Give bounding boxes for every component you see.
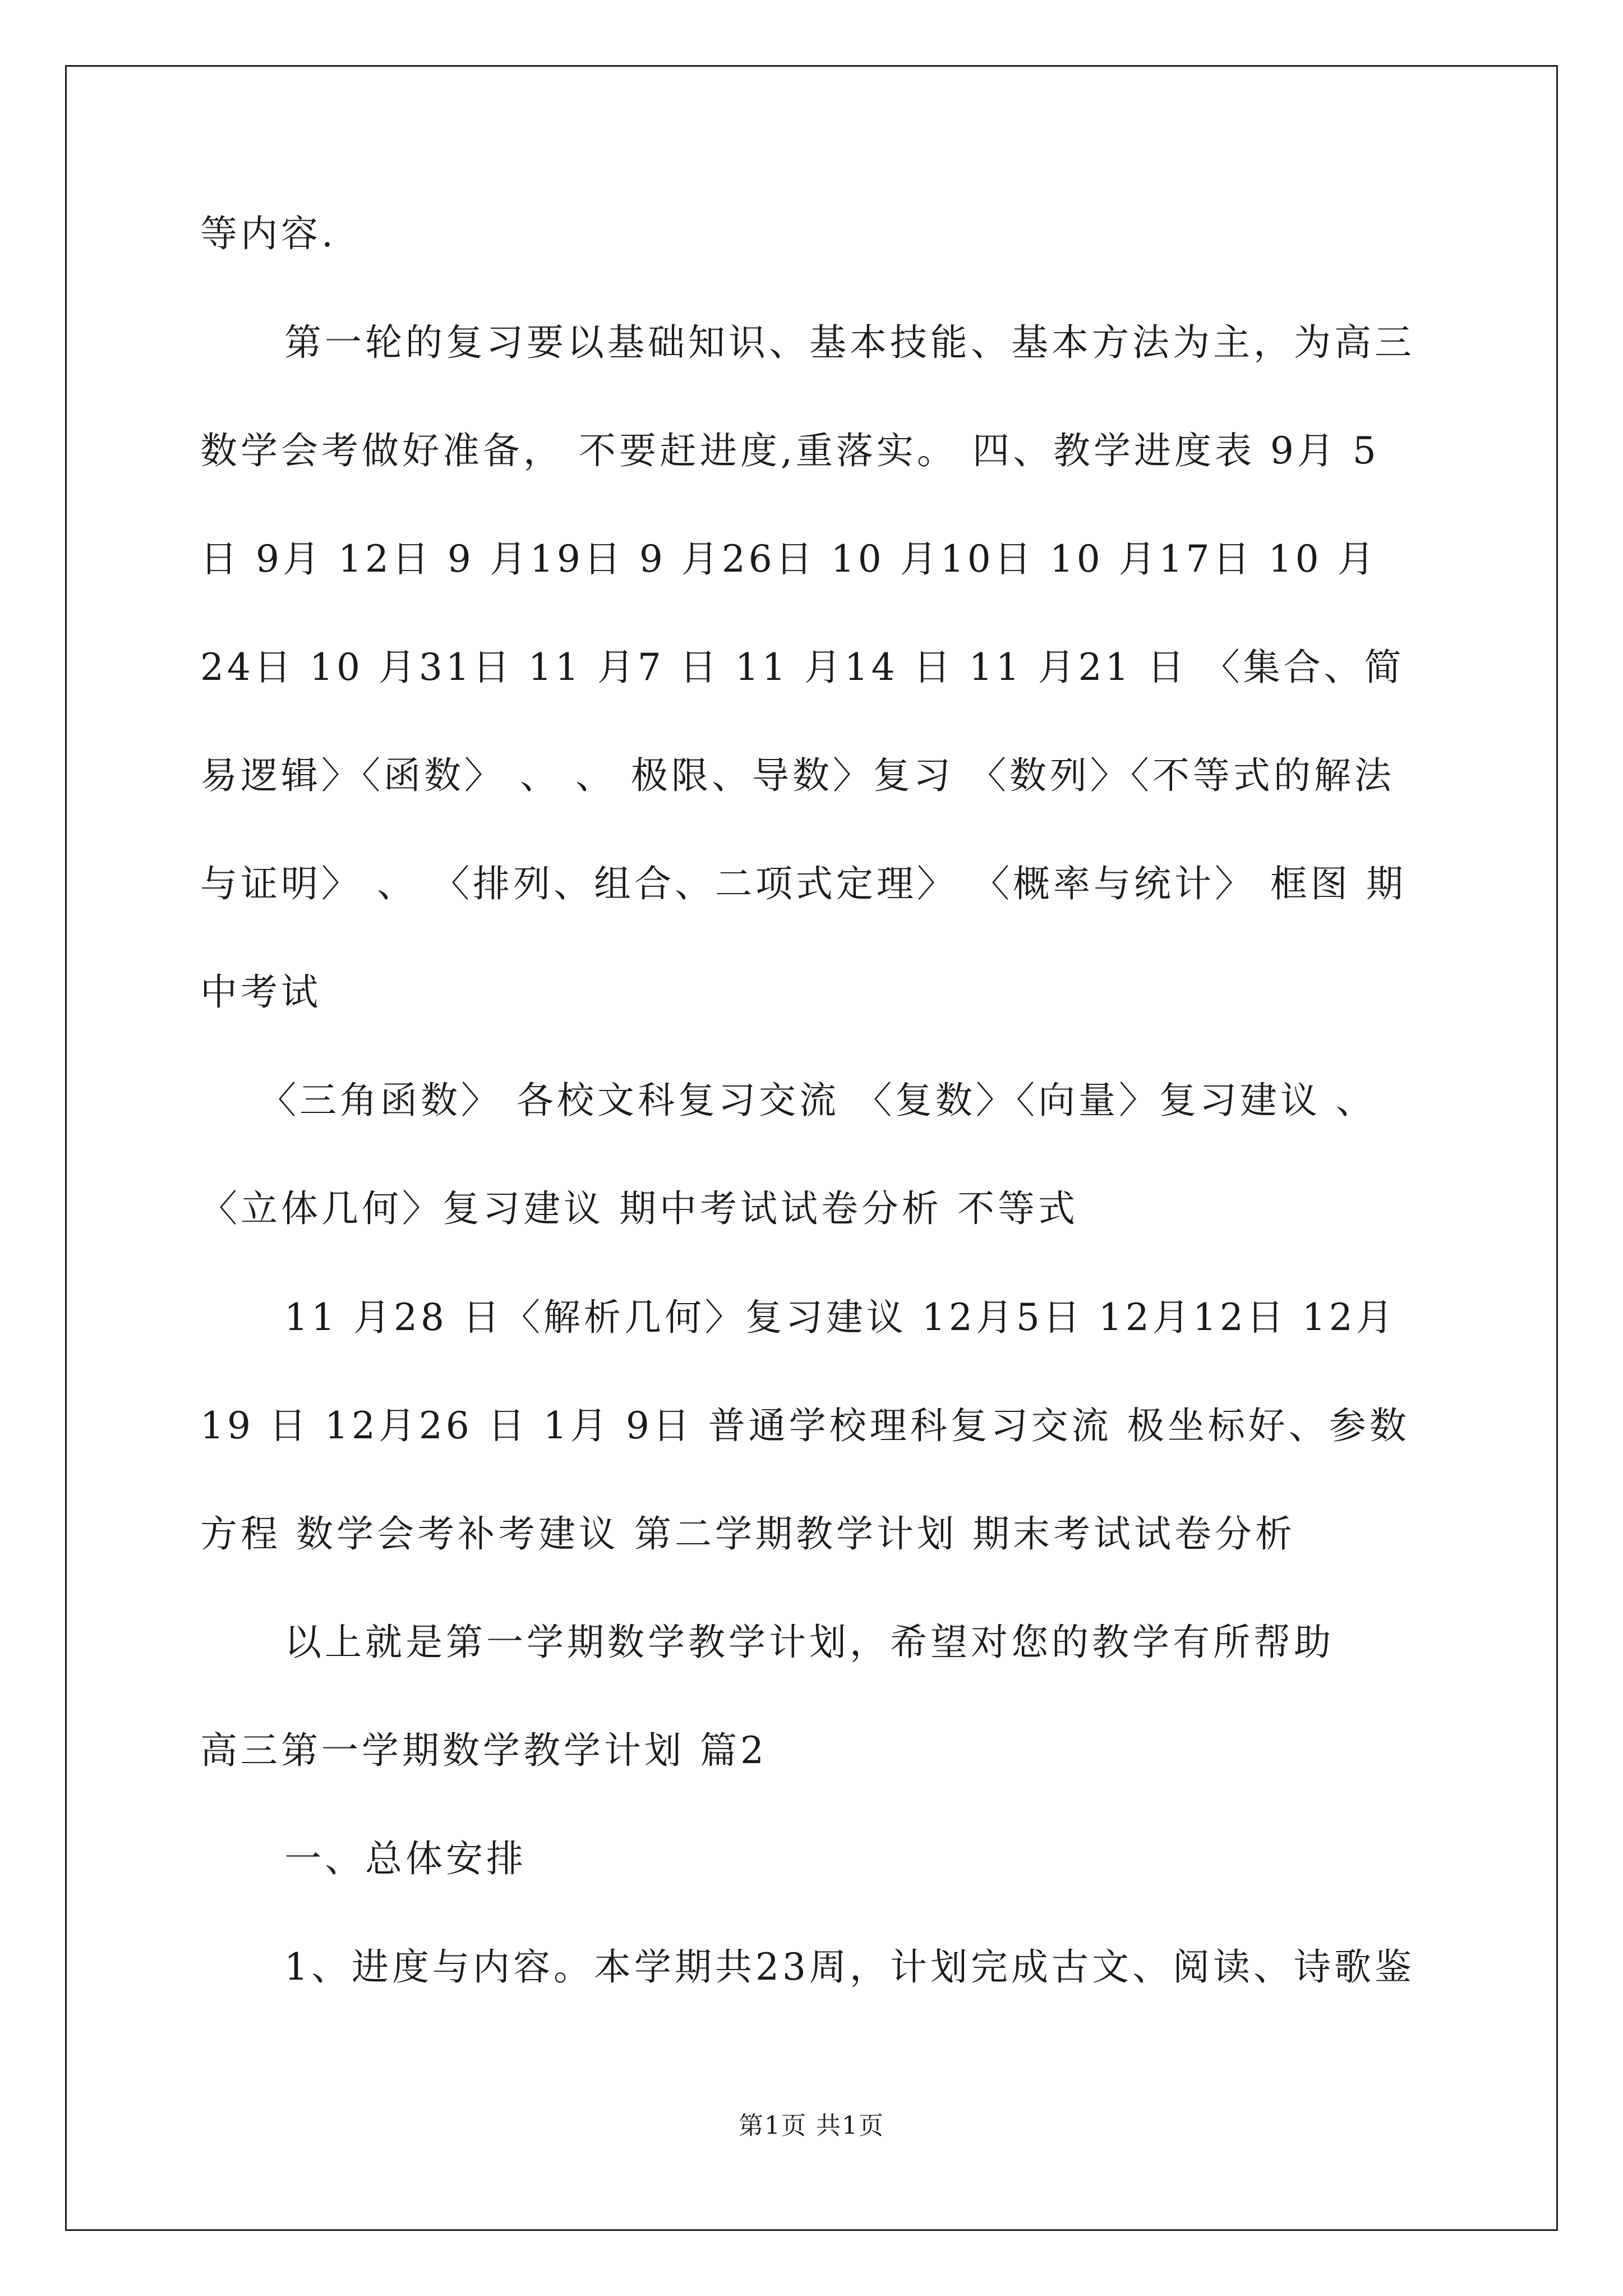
text-line: 与证明〉 、 〈排列、组合、二项式定理〉 〈概率与统计〉 框图 期	[200, 862, 1407, 905]
text-line: 19 日 12月26 日 1月 9日 普通学校理科复习交流 极坐标好、参数	[200, 1404, 1410, 1447]
text-line: 日 9月 12日 9 月19日 9 月26日 10 月10日 10 月17日 10 月	[200, 537, 1378, 581]
text-line: 24日 10 月31日 11 月7 日 11 月14 日 11 月21 日 〈集合、简	[200, 646, 1405, 689]
text-line: 中考试	[200, 970, 321, 1014]
section-subheading: 一、总体安排	[284, 1837, 527, 1880]
text-line: 易逻辑〉〈函数〉 、 、 极限、导数〉复习 〈数列〉〈不等式的解法	[200, 754, 1395, 797]
text-line: 第一轮的复习要以基础知识、基本技能、基本方法为主，为高三	[284, 321, 1415, 364]
page-number: 第1页 共1页	[739, 2111, 884, 2140]
text-line: 方程 数学会考补考建议 第二学期教学计划 期末考试试卷分析	[200, 1512, 1295, 1556]
text-line: 11 月28 日〈解析几何〉复习建议 12月5日 12月12日 12月	[284, 1296, 1396, 1339]
text-line: 以上就是第一学期数学教学计划，希望对您的教学有所帮助	[284, 1621, 1334, 1664]
text-line: 〈三角函数〉 各校文科复习交流 〈复数〉〈向量〉复习建议 、	[259, 1079, 1376, 1122]
text-line: 1、进度与内容。本学期共23周，计划完成古文、阅读、诗歌鉴	[284, 1945, 1415, 1989]
text-line: 〈立体几何〉复习建议 期中考试试卷分析 不等式	[200, 1187, 1078, 1230]
page-border	[65, 65, 1558, 2231]
section-heading: 高三第一学期数学教学计划 篇2	[200, 1729, 767, 1772]
text-line: 数学会考做好准备， 不要赶进度,重落实。 四、教学进度表 9月 5	[200, 429, 1380, 472]
text-line: 等内容.	[200, 212, 336, 255]
